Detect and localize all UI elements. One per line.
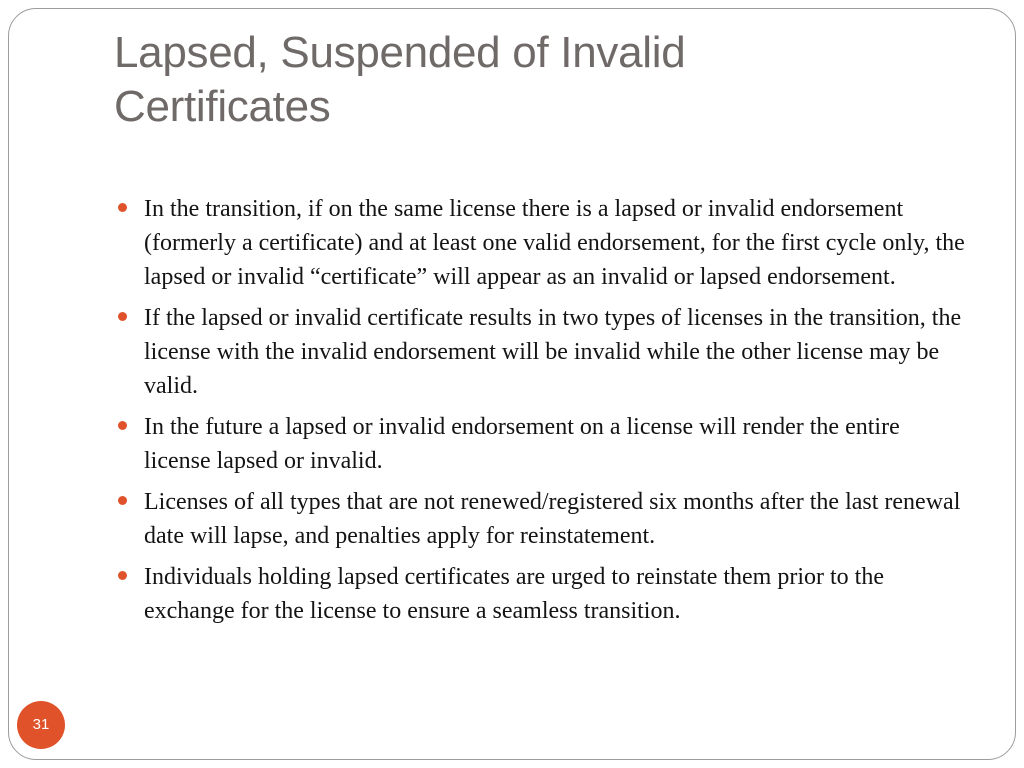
bullet-item — [118, 192, 970, 294]
page-number-badge: 31 — [17, 701, 65, 749]
bullet-dot-icon — [118, 421, 127, 430]
bullet-dot-icon — [118, 203, 127, 212]
title-line-1: Lapsed, Suspended of Invalid — [114, 28, 686, 77]
bullet-text: Licenses of all types that are not renewed/registered six months after the last renewal date will lapse, and penalties apply for reinstatement. — [144, 489, 961, 549]
bullet-text: If the lapsed or invalid certificate results in two types of licenses in the transition, the license with the invalid endorsement will be invalid while the other license may be valid. — [144, 305, 962, 399]
slide-title — [114, 26, 934, 134]
bullet-item — [118, 410, 970, 478]
bullet-item — [118, 301, 970, 403]
bullet-text: In the future a lapsed or invalid endorsement on a license will render the entire license lapsed or invalid. — [144, 414, 900, 474]
bullet-text: Individuals holding lapsed certificates are urged to reinstate them prior to the exchange for the license to ensure a seamless transition. — [144, 564, 884, 624]
bullet-dot-icon — [118, 496, 127, 505]
bullet-list — [118, 192, 970, 635]
bullet-dot-icon — [118, 571, 127, 580]
bullet-dot-icon — [118, 312, 127, 321]
bullet-item — [118, 485, 970, 553]
title-line-2: Certificates — [114, 82, 331, 131]
bullet-text: In the transition, if on the same license there is a lapsed or invalid endorsement (formerly a certificate) and at least one valid endorsement, for the first cycle only, the lapsed or invalid “certificate” will appear as an invalid or lapsed endorsement. — [144, 196, 965, 290]
bullet-item — [118, 560, 970, 628]
